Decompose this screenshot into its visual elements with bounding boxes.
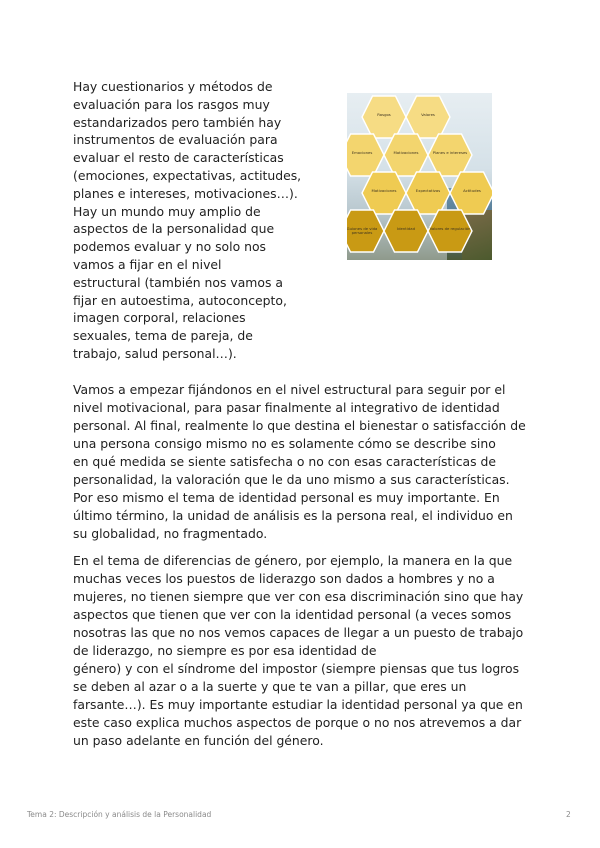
- paragraph-line: personal. Al final, realmente lo que destina el bienestar o satisfacción de: [73, 418, 526, 433]
- paragraph-line: este caso explica muchos aspectos de porque o no nos atrevemos a dar: [73, 715, 522, 730]
- intro-line: sexuales, tema de pareja, de: [73, 328, 253, 344]
- intro-line: trabajo, salud personal…).: [73, 345, 237, 361]
- paragraph: [73, 381, 528, 543]
- paragraph-line: género) y con el síndrome del impostor (siempre piensas que tus logros: [73, 661, 520, 676]
- intro-line: Hay un mundo muy amplio de: [73, 203, 261, 219]
- hexagon-label: Identidad: [397, 226, 415, 231]
- footer-title: Tema 2: Descripción y análisis de la Personalidad: [27, 810, 212, 819]
- intro-line: imagen corporal, relaciones: [73, 310, 246, 326]
- paragraph-line: último término, la unidad de análisis es la persona real, el individuo en: [73, 508, 513, 523]
- paragraph-line: se deben al azar o a la suerte y que te van a pillar, que eres un: [73, 679, 467, 694]
- hexagon-label: Rasgos: [377, 112, 391, 117]
- intro-line: evaluar el resto de características: [73, 150, 284, 166]
- intro-line: Hay cuestionarios y métodos de: [73, 79, 273, 94]
- paragraph-line: de liderazgo, no siempre es por esa identidad de: [73, 643, 377, 658]
- paragraph-line: personalidad, la valoración que le da uno mismo a sus características.: [73, 472, 510, 487]
- paragraph-line: aspectos que tienen que ver con la identidad personal (a veces somos: [73, 607, 512, 622]
- paragraph-line: Por eso mismo el tema de identidad personal es muy importante. En: [73, 490, 500, 505]
- intro-line: vamos a fijar en el nivel: [73, 256, 222, 272]
- intro-line: instrumentos de evaluación para: [73, 132, 278, 148]
- page-number: 2: [566, 810, 571, 819]
- hexagon-label: Planes e intereses: [432, 150, 468, 155]
- paragraph: [73, 552, 528, 750]
- paragraph-line: un paso adelante en función del género.: [73, 733, 324, 748]
- paragraph-line: su globalidad, no fragmentado.: [73, 526, 268, 541]
- intro-line: (emociones, expectativas, actitudes,: [73, 167, 302, 183]
- body-text: [73, 381, 528, 759]
- intro-line: podemos evaluar y no solo nos: [73, 239, 266, 255]
- intro-line: estructural (también nos vamos a: [73, 274, 283, 290]
- paragraph-line: Vamos a empezar fijándonos en el nivel estructural para seguir por el: [73, 382, 506, 397]
- hexagon-label: Valores: [421, 112, 435, 117]
- hexagon-label: Guiones de vida personales: [347, 226, 378, 236]
- paragraph-line: una persona consigo mismo no es solamente cómo se describe sino: [73, 436, 496, 451]
- hexagon-label: Motivaciones: [393, 150, 419, 155]
- hexagon-label: Valores de regulación: [429, 226, 471, 231]
- intro-line: fijar en autoestima, autoconcepto,: [73, 292, 287, 308]
- paragraph-line: nivel motivacional, para pasar finalmente al integrativo de identidad: [73, 400, 500, 415]
- paragraph-line: mujeres, no tienen siempre que ver con esa discriminación sino que hay: [73, 589, 524, 604]
- paragraph-line: muchas veces los puestos de liderazgo son dados a hombres y no a: [73, 571, 495, 586]
- intro-line: aspectos de la personalidad que: [73, 221, 275, 237]
- paragraph-line: en qué medida se siente satisfecha o no con esas características de: [73, 454, 496, 469]
- personality-levels-figure: [347, 93, 492, 260]
- hexagon-label: Actitudes: [463, 188, 481, 193]
- intro-line: estandarizados pero también hay: [73, 114, 282, 130]
- hexagon-label: Expectativas: [415, 188, 441, 193]
- paragraph-line: En el tema de diferencias de género, por ejemplo, la manera en la que: [73, 553, 513, 568]
- intro-line: evaluación para los rasgos muy: [73, 96, 270, 112]
- paragraph-line: farsante…). Es muy importante estudiar la identidad personal ya que en: [73, 697, 523, 712]
- hexagon-label: Emociones: [351, 150, 373, 155]
- intro-text: [73, 78, 302, 363]
- intro-line: planes e intereses, motivaciones…).: [73, 185, 298, 201]
- hexagon-label: Motivaciones: [371, 188, 397, 193]
- paragraph-line: nosotras las que no nos vemos capaces de llegar a un puesto de trabajo: [73, 625, 524, 640]
